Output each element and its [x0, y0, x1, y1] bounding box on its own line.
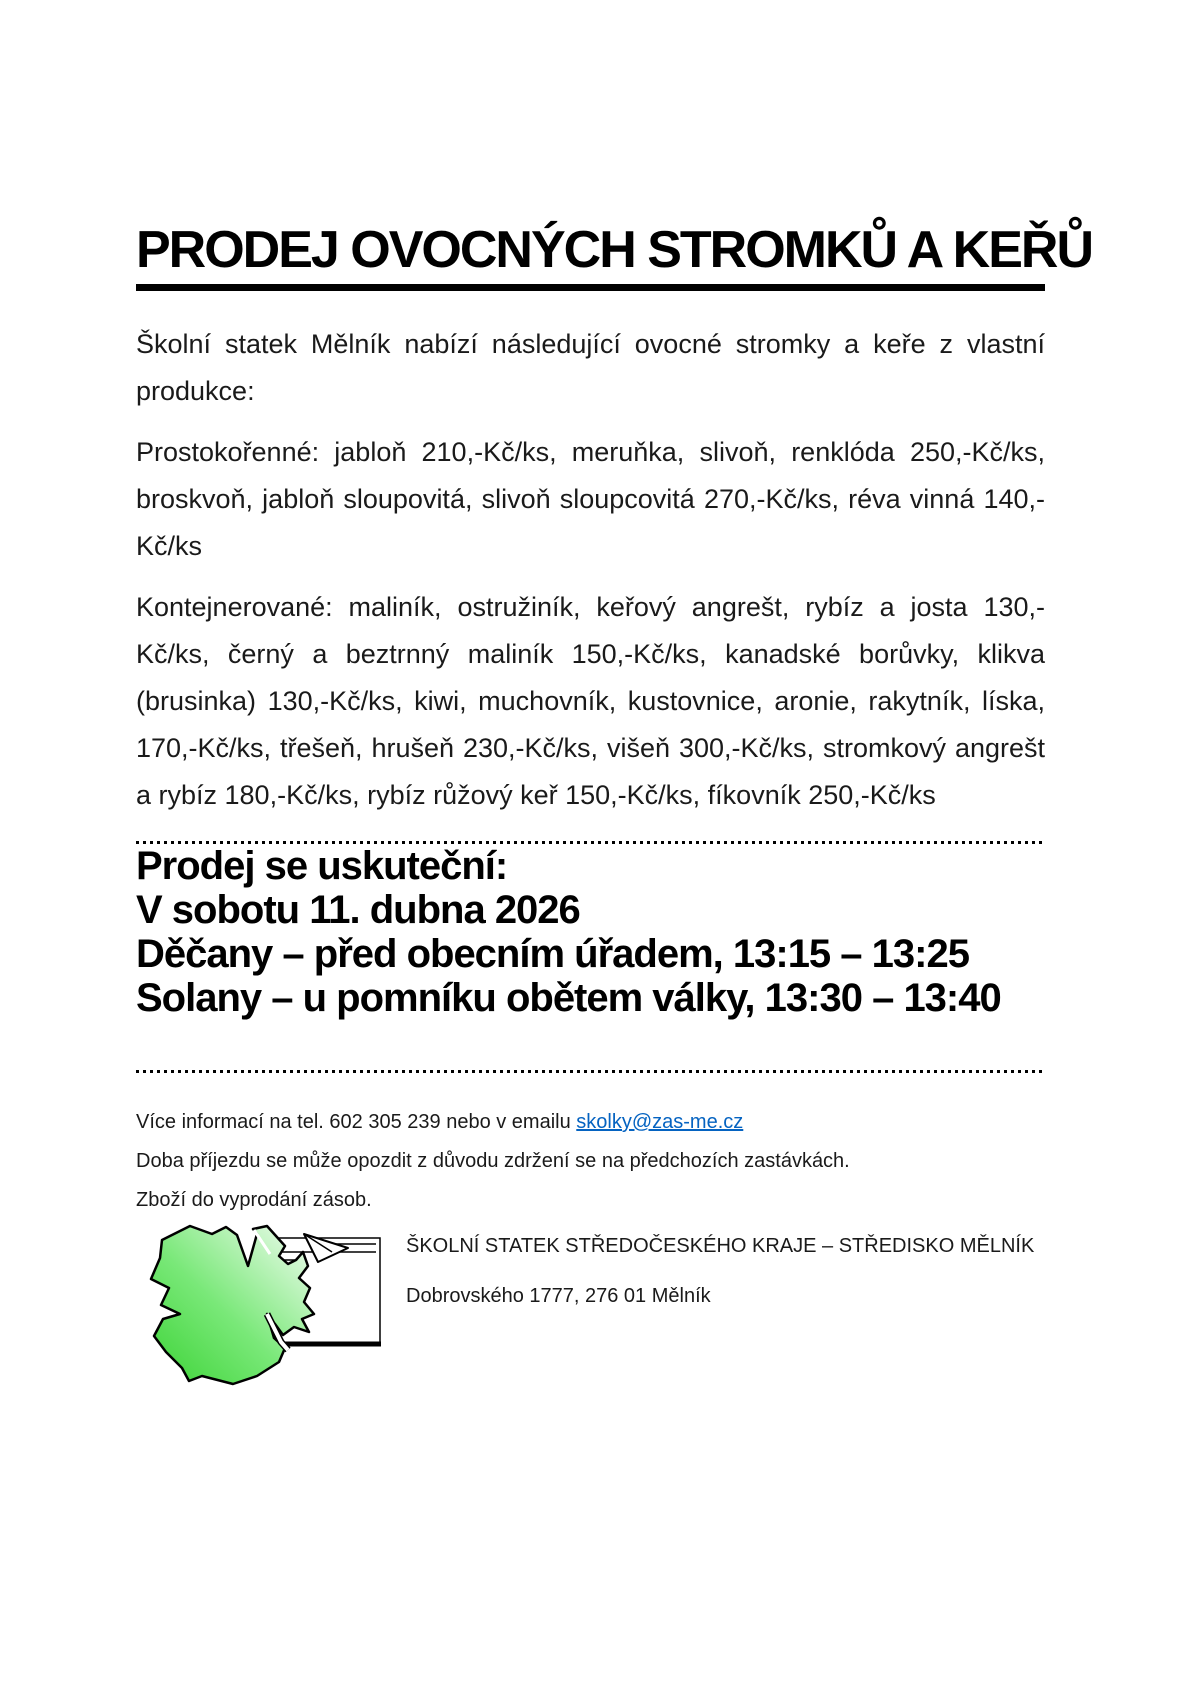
intro-paragraph: Školní statek Mělník nabízí následující ovocné stromky a keře z vlastní produkce:	[136, 329, 1045, 407]
sale-date: V sobotu 11. dubna 2026	[136, 888, 580, 933]
contact-line	[136, 1103, 1045, 1142]
email-link[interactable]: skolky@zas-me.cz	[576, 1111, 744, 1134]
organization-text	[406, 1222, 1034, 1308]
dotted-divider	[136, 1070, 1045, 1073]
sale-heading: Prodej se uskuteční:	[136, 844, 508, 889]
organization-name: ŠKOLNÍ STATEK STŘEDOČESKÉHO KRAJE – STŘEDISKO MĚLNÍK	[406, 1235, 1035, 1258]
container-products-paragraph: Kontejnerované: maliník, ostružiník, keřový angrešt, rybíz a josta 130,-Kč/ks, černý a beztrnný maliník 150,-Kč/ks, kanadské borůvky, klikva (brusinka) 130,-Kč/ks, kiwi, muchovník, kustovnice, aronie, rakytník, líska, 170,-Kč/ks, třešeň, hrušeň 230,-Kč/ks, višeň 300,-Kč/ks, stromkový angrešt a rybíz 180,-Kč/ks, rybíz růžový keř 150,-Kč/ks, fíkovník 250,-Kč/ks	[136, 592, 1045, 811]
contact-text: Více informací na tel. 602 305 239 nebo v emailu	[136, 1111, 577, 1134]
page-title: PRODEJ OVOCNÝCH STROMKŮ A KEŘŮ	[136, 222, 1045, 291]
stock-note: Zboží do vyprodání zásob.	[136, 1189, 372, 1212]
organization-address: Dobrovského 1777, 276 01 Mělník	[406, 1285, 711, 1308]
organization-block	[136, 1222, 1045, 1410]
stop-solany: Solany – u pomníku obětem války, 13:30 – 13:40	[136, 976, 1001, 1021]
region-map-logo-icon	[136, 1222, 394, 1410]
stop-decany: Děčany – před obecním úřadem, 13:15 – 13:25	[136, 932, 969, 977]
delay-note: Doba příjezdu se může opozdit z důvodu zdržení se na předchozích zastávkách.	[136, 1150, 850, 1173]
bare-root-products-paragraph: Prostokořenné: jabloň 210,-Kč/ks, meruňka, slivoň, renklóda 250,-Kč/ks, broskvoň, jabloň sloupovitá, slivoň sloupcovitá 270,-Kč/ks, réva vinná 140,-Kč/ks	[136, 437, 1045, 562]
footer	[136, 1103, 1045, 1410]
